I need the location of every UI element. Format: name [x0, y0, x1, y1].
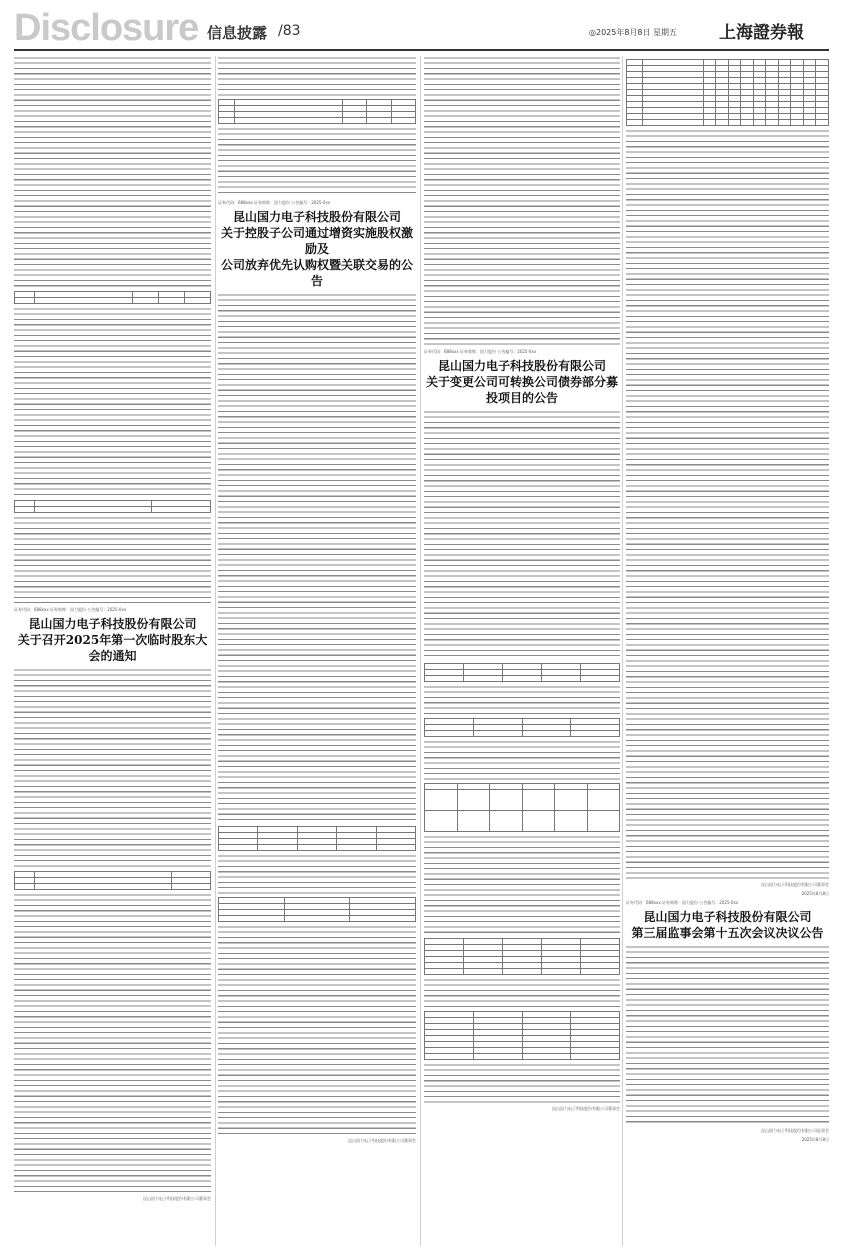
- headline-line: 第三届监事会第十五次会议决议公告: [631, 926, 824, 940]
- notice-meta: 证券代码：688xxx 证券简称：国力股份 公告编号：2025-0xx: [218, 200, 331, 205]
- body-text: [14, 668, 211, 868]
- body-text: [424, 740, 620, 780]
- body-text: [424, 685, 620, 715]
- body-text: [424, 410, 620, 660]
- supplier-table: [424, 938, 620, 975]
- equipment-table: [424, 1011, 620, 1060]
- body-text: [14, 893, 211, 1193]
- body-text: [218, 127, 416, 197]
- notice-meta: 证券代码：688xxx 证券简称：国力股份 公告编号：2025-0xx: [424, 349, 537, 354]
- headline-line: 昆山国力电子科技股份有限公司: [643, 910, 812, 924]
- financial-table: [218, 897, 416, 922]
- issue-date: ◎2025年8月8日 星期五: [589, 28, 678, 37]
- body-text: [14, 307, 211, 497]
- column-1: [14, 56, 211, 1246]
- meeting-notice-title: [14, 616, 211, 664]
- headline-line: 公司放弃优先认购权暨关联交易的公告: [220, 258, 413, 288]
- body-text: [424, 1063, 620, 1103]
- financial-table: [218, 826, 416, 851]
- signature: 昆山国力电子科技股份有限公司监事会: [761, 1128, 829, 1133]
- headline-line: 昆山国力电子科技股份有限公司: [28, 617, 197, 631]
- body-text: [14, 516, 211, 604]
- body-text: [218, 293, 416, 823]
- voting-table: [218, 99, 416, 124]
- headline-line: 关于变更公司可转换公司债券部分募投项目的公告: [425, 375, 618, 405]
- column-divider: [215, 56, 216, 1246]
- header-rule: [14, 49, 829, 51]
- supervisor-notice-title: [626, 909, 829, 941]
- body-text: [218, 925, 416, 1135]
- bond-notice-title: [424, 358, 620, 406]
- notice-meta: 证券代码：688xxx 证券简称：国力股份 公告编号：2025-0xx: [626, 900, 739, 905]
- masthead: [14, 8, 829, 48]
- headline-line: 关于召开2025年第一次临时股东大会的通知: [17, 633, 208, 663]
- body-text: [218, 56, 416, 96]
- signature-date: 2025年8月8日: [801, 1137, 829, 1142]
- body-text: [424, 978, 620, 1008]
- proposal-table: [14, 871, 211, 890]
- newspaper-name: 上海證券報: [719, 23, 804, 43]
- signature: 昆山国力电子科技股份有限公司董事会: [552, 1106, 620, 1111]
- proposal-table: [14, 291, 211, 304]
- fund-table: [424, 718, 620, 737]
- proposal-table: [14, 500, 211, 513]
- column-2: [218, 56, 416, 1246]
- signature: 昆山国力电子科技股份有限公司董事会: [761, 882, 829, 887]
- body-text: [626, 945, 829, 1125]
- column-3: [424, 56, 620, 1246]
- body-text: [626, 129, 829, 879]
- body-text: [14, 56, 211, 288]
- guarantee-notice-title: [218, 209, 416, 289]
- section-title: 信息披露: [207, 24, 268, 42]
- column-4: [626, 56, 829, 1246]
- signature: 昆山国力电子科技股份有限公司董事会: [348, 1138, 416, 1143]
- headline-line: 昆山国力电子科技股份有限公司: [232, 210, 401, 224]
- headline-line: 昆山国力电子科技股份有限公司: [437, 359, 606, 373]
- headline-line: 关于控股子公司通过增资实施股权激励及: [220, 226, 413, 256]
- brand-logo: Disclosure: [14, 7, 199, 49]
- body-text: [424, 835, 620, 935]
- schedule-table: [626, 59, 829, 126]
- body-text: [218, 854, 416, 894]
- body-text: [424, 56, 620, 346]
- notice-meta: 证券代码：688xxx 证券简称：国力股份 公告编号：2025-0xx: [14, 607, 127, 612]
- signature: 昆山国力电子科技股份有限公司董事会: [143, 1196, 211, 1201]
- project-table: [424, 783, 620, 832]
- fund-table: [424, 663, 620, 682]
- column-divider: [622, 56, 623, 1246]
- column-divider: [420, 56, 421, 1246]
- page-number: /83: [278, 23, 301, 39]
- signature-date: 2025年8月8日: [801, 891, 829, 896]
